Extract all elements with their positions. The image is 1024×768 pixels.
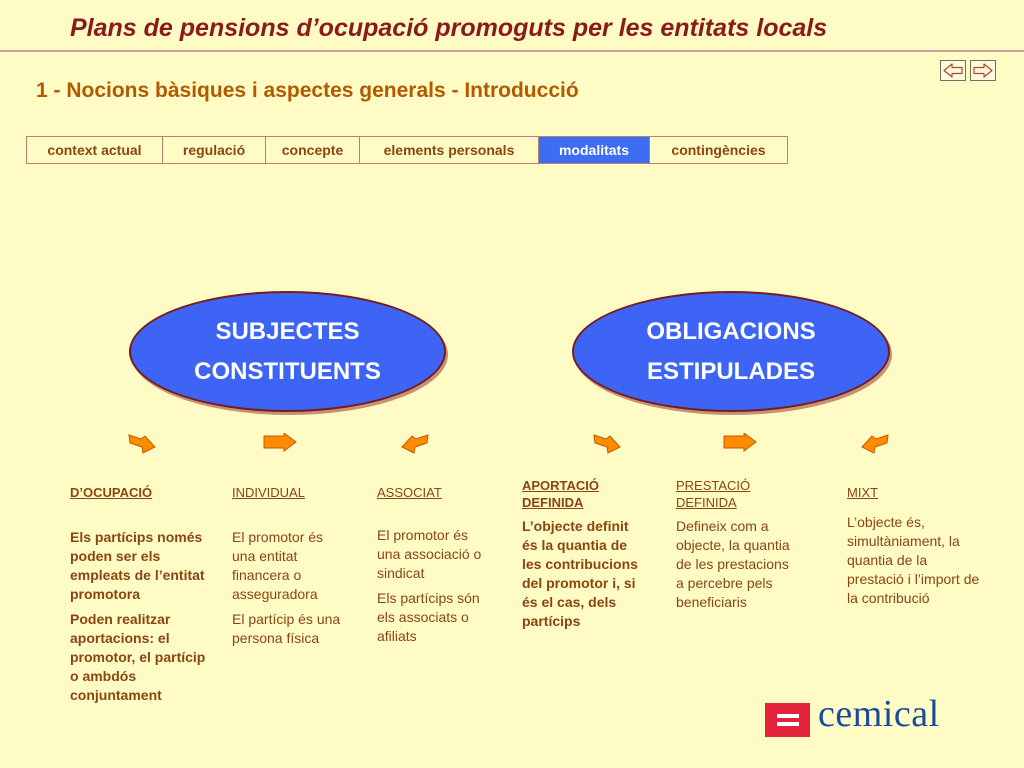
prev-button[interactable] [940, 60, 966, 81]
section-title: 1 - Nocions bàsiques i aspectes generals - Introducció [36, 79, 579, 102]
ellipse-right-line1: OBLIGACIONS [646, 317, 816, 345]
obligacions-estipulades-ellipse [572, 291, 890, 412]
column-heading: MIXT [847, 485, 879, 500]
column-paragraph: El partícip és una persona física [232, 611, 341, 646]
column-associat [377, 482, 489, 652]
main-title: Plans de pensions d’ocupació promoguts per les entitats locals [70, 14, 828, 42]
equals-icon [776, 711, 800, 729]
column-heading: PRESTACIÓ DEFINIDA [676, 478, 751, 510]
tab-contingencies[interactable]: contingències [671, 142, 766, 158]
cemical-logo-mark [765, 703, 810, 737]
column-paragraph: Defineix com a objecte, la quantia de les prestacions a percebre pels beneficiaris [676, 518, 790, 610]
column-paragraph: Poden realitzar aportacions: el promotor, el partícip o ambdós conjuntament [70, 611, 206, 703]
arrow-down-right-icon [125, 432, 165, 456]
tab-context-actual[interactable]: context actual [27, 137, 163, 163]
column-individual [232, 482, 347, 654]
arrow-down-left-icon [852, 432, 892, 456]
column-paragraph: El promotor és una entitat financera o asseguradora [232, 529, 324, 602]
ellipse-right-line2: ESTIPULADES [646, 357, 816, 385]
column-prestacio-definida [676, 477, 791, 618]
tab-modalitats[interactable]: modalitats [539, 137, 650, 163]
column-paragraph: L’objecte és, simultàniament, la quantia de la prestació i l’import de la contribució [847, 514, 980, 606]
cemical-logo-text: cemical [818, 693, 940, 735]
column-ocupacio [70, 482, 210, 711]
subjectes-constituents-ellipse [129, 291, 446, 412]
tab-concepte[interactable]: concepte [266, 137, 360, 163]
ellipse-left-line1: SUBJECTES [215, 317, 360, 345]
next-button[interactable] [970, 60, 996, 81]
column-aportacio-definida [522, 477, 647, 637]
tab-elements-personals[interactable]: elements personals [360, 137, 539, 163]
column-heading: APORTACIÓ DEFINIDA [522, 478, 600, 510]
arrow-down-right-icon [590, 432, 630, 456]
column-paragraph: Els partícips són els associats o afiliats [377, 590, 480, 644]
title-divider [0, 50, 1024, 52]
ellipse-left-line2: CONSTITUENTS [194, 357, 381, 385]
column-paragraph: Els partícips només poden ser els empleats de l’entitat promotora [70, 529, 205, 602]
arrow-down-icon [718, 433, 758, 457]
column-mixt [847, 482, 987, 614]
arrow-left-icon [942, 62, 964, 79]
column-heading: ASSOCIAT [377, 485, 442, 500]
column-paragraph: L’objecte definit és la quantia de les contribucions del promotor i, si és el cas, dels partícips [522, 518, 638, 629]
arrow-right-icon [972, 62, 994, 79]
arrow-down-left-icon [392, 432, 432, 456]
tab-regulacio[interactable]: regulació [163, 137, 266, 163]
column-heading: INDIVIDUAL [232, 485, 305, 500]
column-paragraph: El promotor és una associació o sindicat [377, 527, 482, 581]
arrow-down-icon [258, 433, 298, 457]
column-heading: D’OCUPACIÓ [70, 485, 153, 500]
tab-bar [26, 136, 788, 164]
